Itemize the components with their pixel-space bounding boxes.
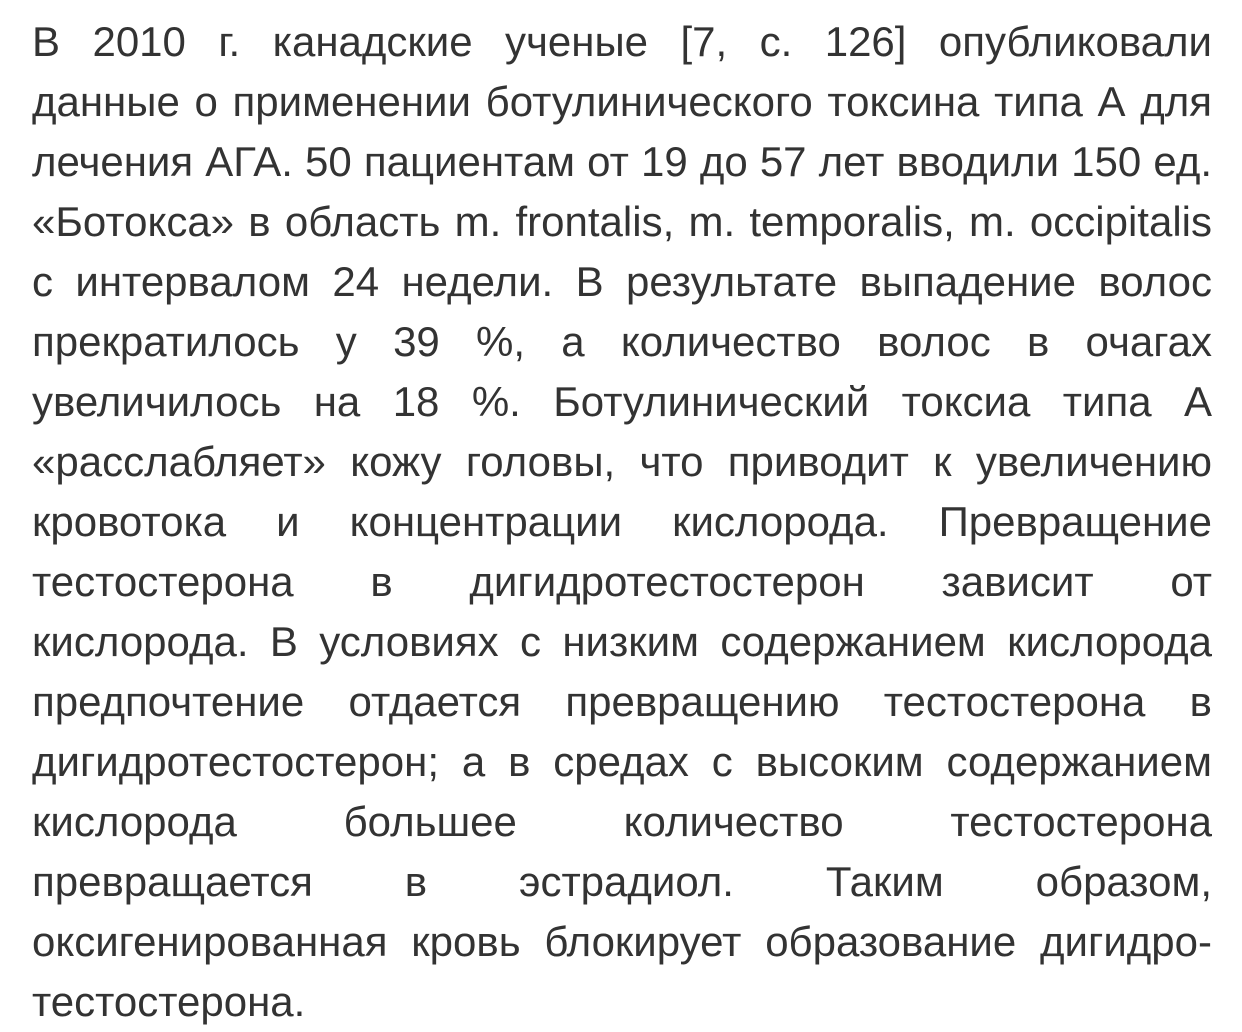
text-line-3: лечения АГА. 50 пациентам от 19 до 57 лет вводили 150 ед.	[32, 138, 1212, 185]
text-line-8: «расслабляет» кожу головы, что приводит к увеличению	[32, 438, 1212, 485]
text-line-16: оксигенированная кровь блокирует образование дигидро-	[32, 918, 1212, 965]
document-page	[32, 12, 1212, 1032]
text-line-7: увеличилось на 18 %. Ботулинический токсиа типа А	[32, 378, 1212, 425]
body-paragraph	[32, 12, 1212, 1032]
text-line-4: «Ботокса» в область m. frontalis, m. temporalis, m. occipitalis	[32, 198, 1212, 245]
text-line-5: с интервалом 24 недели. В результате выпадение волос	[32, 258, 1212, 305]
text-line-6: прекратилось у 39 %, а количество волос в очагах	[32, 318, 1212, 365]
text-line-11: кислорода. В условиях с низким содержанием кислорода	[32, 618, 1212, 665]
text-line-13: дигидротестостерон; а в средах с высоким содержанием	[32, 738, 1212, 785]
text-line-12: предпочтение отдается превращению тестостерона в	[32, 678, 1212, 725]
text-line-1: В 2010 г. канадские ученые [7, с. 126] опубликовали	[32, 18, 1212, 65]
text-line-15: превращается в эстрадиол. Таким образом,	[32, 858, 1212, 905]
text-line-10: тестостерона в дигидротестостерон зависит от	[32, 558, 1212, 605]
text-line-2: данные о применении ботулинического токсина типа А для	[32, 78, 1212, 125]
text-line-14: кислорода большее количество тестостерона	[32, 798, 1212, 845]
text-line-17: тестостерона.	[32, 978, 306, 1025]
text-line-9: кровотока и концентрации кислорода. Превращение	[32, 498, 1212, 545]
